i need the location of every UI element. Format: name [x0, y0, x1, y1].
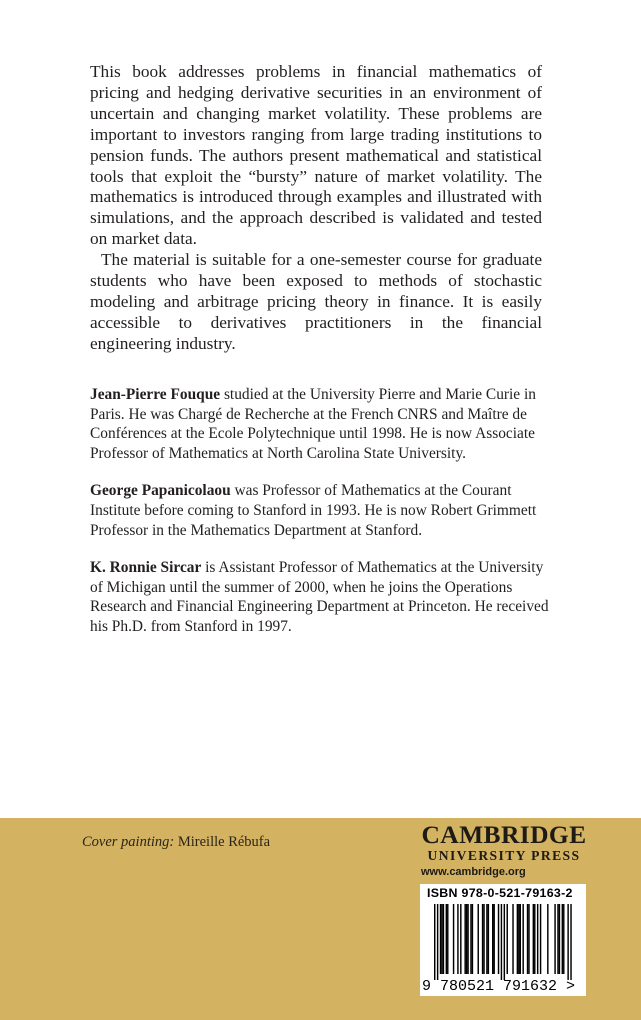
barcode-bar: [537, 904, 538, 974]
barcode-bar: [570, 904, 571, 980]
author-bio-fouque: [90, 385, 550, 463]
barcode-bar: [453, 904, 454, 974]
barcode-digits: 9 780521 791632 >: [422, 978, 576, 995]
author-bio-text: is Assistant Professor of Mathematics at the University of Michigan until the summer of 2000, when he joins the Operations Research and Financial Engineering Department at Princeton. He received his Ph.D. from Stanford in 1997.: [90, 559, 549, 635]
publisher-website: www.cambridge.org: [421, 866, 526, 878]
barcode-bar: [563, 904, 564, 974]
barcode-bar: [460, 904, 461, 974]
barcode-bar: [488, 904, 489, 974]
barcode-bar: [507, 904, 508, 974]
barcode-bar: [466, 904, 467, 974]
barcode-bar: [470, 904, 471, 974]
barcode-bar: [446, 904, 447, 974]
author-name: Jean-Pierre Fouque: [90, 386, 221, 403]
barcode-bar: [554, 904, 555, 974]
barcode-bar: [567, 904, 568, 980]
barcode-bar: [559, 904, 560, 974]
barcode-bar: [562, 904, 563, 974]
barcode-bar: [528, 904, 529, 974]
barcode-bar: [518, 904, 519, 974]
barcode-bar: [498, 904, 499, 974]
barcode-bar: [441, 904, 442, 974]
cover-credit: [82, 834, 270, 851]
barcode-bar: [447, 904, 448, 974]
author-name: K. Ronnie Sircar: [90, 559, 202, 577]
isbn-barcode: [420, 884, 586, 996]
barcode-bar: [547, 904, 548, 974]
barcode-bar: [478, 904, 479, 974]
isbn-label: ISBN 978-0-521-79163-2: [427, 886, 573, 900]
book-blurb: [90, 62, 542, 355]
barcode-bar: [517, 904, 518, 974]
author-bio-text: studied at the University Pierre and Marie Curie in Paris. He was Chargé de Recherche at the French CNRS and Maître de Conférences at the Ecole Polytechnique until 1998. He is now Associate Professor of Mathematics at North Carolina State University.: [90, 386, 536, 462]
barcode-bar: [534, 904, 535, 974]
blurb-paragraph-2: The material is suitable for a one-semester course for graduate students who have been exposed to methods of stochastic modeling and arbitrage pricing theory in finance. It is easily accessible to derivatives practitioners in the financial engineering industry.: [90, 250, 542, 353]
barcode-bar: [492, 904, 493, 974]
barcode-bar: [440, 904, 441, 974]
barcode-bar: [540, 904, 541, 974]
author-name: George Papanicolaou: [90, 482, 231, 500]
barcode-bar: [486, 904, 487, 974]
barcode-bar: [520, 904, 521, 974]
barcode-bar: [557, 904, 558, 974]
publisher-logo: [418, 822, 590, 863]
barcode-bar: [482, 904, 483, 974]
barcode-bar: [437, 904, 438, 980]
barcode-bar: [434, 904, 435, 980]
publisher-subtitle: UNIVERSITY PRESS: [427, 848, 581, 863]
barcode-bar: [493, 904, 494, 974]
author-bio-papanicolaou: [90, 481, 550, 540]
barcode-bar: [504, 904, 505, 980]
author-bio-sircar: [90, 558, 550, 636]
barcode-bar: [527, 904, 528, 974]
cover-credit-label: Cover painting:: [82, 834, 175, 850]
barcode-bar: [512, 904, 513, 974]
author-bios: [90, 385, 550, 655]
publisher-name: CAMBRIDGE: [421, 820, 587, 849]
barcode-bar: [533, 904, 534, 974]
barcode-bar: [467, 904, 468, 974]
barcode-bar: [457, 904, 458, 974]
barcode-bar: [501, 904, 502, 980]
barcode-bar: [483, 904, 484, 974]
barcode-bar: [522, 904, 523, 974]
blurb-paragraph-1: This book addresses problems in financial mathematics of pricing and hedging derivative securities in an environment of uncertain and changing market volatility. These problems are important to investors ranging from large trading institutions to pension funds. The authors present mathematical and statistical tools that exploit the “bursty” nature of market volatility. The mathematics is introduced through examples and illustrated with simulations, and the approach described is validated and tested on market data.: [90, 62, 542, 249]
cover-credit-artist: Mireille Rébufa: [174, 834, 271, 850]
barcode-bar: [472, 904, 473, 974]
author-bio-text: was Professor of Mathematics at the Courant Institute before coming to Stanford in 1993. He is now Robert Grimmett Professor in the Mathematics Department at Stanford.: [90, 482, 537, 539]
barcode-bar: [443, 904, 444, 974]
barcode-bar: [464, 904, 465, 974]
